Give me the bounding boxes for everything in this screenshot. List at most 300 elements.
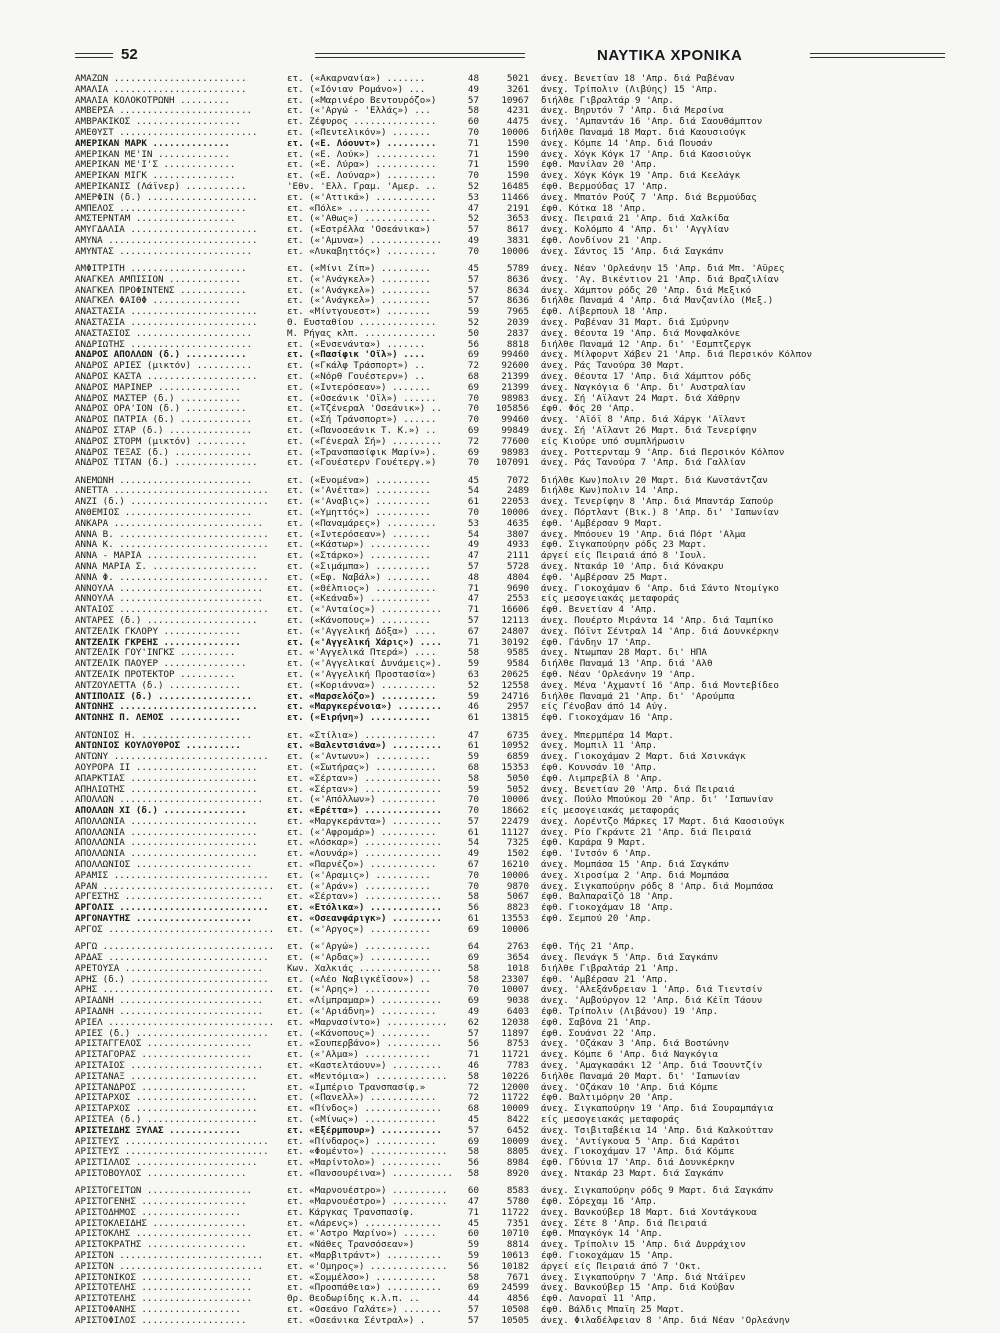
ship-built-year: 53: [467, 518, 479, 529]
ship-owner: ετ. («'Αράν») ............: [287, 881, 431, 892]
ship-built-year: 58: [467, 963, 479, 974]
ship-tonnage: 99460: [501, 415, 529, 426]
ship-movement: έφθ. Λονδίνον 21 'Απρ.: [541, 235, 663, 246]
ship-built-year: 59: [467, 307, 479, 318]
ship-owner: ετ. («Ιντερόσεαν») .......: [287, 529, 431, 540]
ship-owner: ετ. «Οσεανφάριγκ») .........: [287, 914, 442, 925]
ship-owner: ετ. Ζέφυρος ...............: [287, 117, 437, 128]
ship-owner: ετ. «Λάρενς») ..............: [287, 1218, 442, 1229]
ship-row: [75, 519, 955, 530]
ship-owner: ετ. («'Αγγελική Χάρις») ....: [287, 637, 442, 648]
ship-built-year: 47: [467, 730, 479, 741]
ship-tonnage: 10182: [501, 1261, 529, 1272]
ship-owner: ετ. («Οσεάνικ 'Οϊλ») ......: [287, 393, 437, 404]
ship-owner: ετ. «Μαρβιτράντ») ..........: [287, 1250, 442, 1261]
ship-row: [75, 975, 955, 986]
ship-owner: ετ. «Ετόλικα») .............: [287, 903, 442, 914]
ship-owner: ετ. («Θέλπιος») ...........: [287, 583, 437, 594]
ship-built-year: 70: [467, 171, 479, 182]
ship-name: ΑΡΙΣΤΕΙΔΗΣ ΞΥΛΑΣ .............: [75, 1125, 241, 1136]
ship-tonnage: 13815: [501, 713, 529, 724]
ship-row: [75, 340, 955, 351]
ship-tonnage: 4933: [506, 540, 529, 551]
ship-movement: άνεχ. Τσιβιταβέκια 14 'Απρ. διά Καλκούτταν: [541, 1125, 774, 1136]
ship-built-year: 61: [467, 713, 479, 724]
header-rule: [75, 57, 113, 58]
ship-movement: άνεχ. Φιλαδέλφειαν 8 'Απρ. διά Νέαν 'Ορλεάνην: [541, 1315, 790, 1326]
ship-name: ΑΝΤΑΡΕΣ (δ.) ....................: [75, 616, 258, 627]
ship-tonnage: 23307: [501, 974, 529, 985]
ship-tonnage: 2553: [506, 594, 529, 605]
ship-movement: διήλθε Παναμά 13 'Απρ. διά 'Αλθ: [541, 659, 713, 670]
ship-row: [75, 1169, 955, 1180]
ship-owner: ετ. «Μαρνουέστρο») ..........: [287, 1196, 448, 1207]
ship-row: [75, 1104, 955, 1115]
ship-owner: ετ. («'Αρδας») ...........: [287, 952, 431, 963]
ship-name: ΑΡΙΣΤΟΚΡΑΤΗΣ ..................: [75, 1240, 247, 1251]
ship-owner: ετ. «Βαλεντσιάνα») .........: [287, 741, 442, 752]
ship-built-year: 70: [467, 985, 479, 996]
ship-owner: ετ. («Ε. Λούναρ») .........: [287, 171, 437, 182]
ship-tonnage: 5052: [506, 784, 529, 795]
ship-movement: άνεχ. Πενάγκ 5 'Απρ. διά Σαγκάπν: [541, 952, 719, 963]
ship-built-year: 67: [467, 626, 479, 637]
ship-row: [75, 318, 955, 329]
ship-tonnage: 13553: [501, 914, 529, 925]
ship-built-year: 69: [467, 1136, 479, 1147]
ship-group: [75, 1186, 955, 1326]
ship-row: [75, 795, 955, 806]
ship-tonnage: 16606: [501, 605, 529, 616]
ship-row: [75, 638, 955, 649]
ship-built-year: 59: [467, 1250, 479, 1261]
ship-row: [75, 247, 955, 258]
ship-movement: έφθ. 'Αμβέρσαν 21 'Απρ.: [541, 974, 669, 985]
ship-tonnage: 8818: [506, 339, 529, 350]
ship-movement: άνεχ. Μπόουεν 19 'Απρ. διά Πόρτ 'Αλμα: [541, 529, 746, 540]
ship-row: [75, 914, 955, 925]
ship-owner: ετ. («Πανελλ») ............: [287, 1093, 437, 1104]
ship-name: ΑΝΔΡΟΣ ΤΕΞΑΣ (δ.) ..............: [75, 447, 253, 458]
ship-built-year: 71: [467, 637, 479, 648]
ship-row: [75, 329, 955, 340]
ship-movement: άνεχ. Ρίο Γκράντε 21 'Απρ. διά Πειραιά: [541, 827, 752, 838]
ship-tonnage: 22479: [501, 816, 529, 827]
ship-name: ΑΝΕΜΩΝΗ ........................: [75, 475, 253, 486]
ship-name: ΑΡΓΟΝΑΥΤΗΣ .....................: [75, 914, 253, 925]
ship-tonnage: 16485: [501, 181, 529, 192]
ship-name: ΑΝΝΑ Κ. ...........................: [75, 540, 269, 551]
ship-name: ΑΝΤΙΠΟΛΙΣ (δ.) .................: [75, 691, 253, 702]
ship-row: [75, 437, 955, 448]
ship-built-year: 70: [467, 246, 479, 257]
ship-movement: άνεχ. Ναγκόγια 6 'Απρ. δι' Αυστραλίαν: [541, 382, 746, 393]
ship-built-year: 71: [467, 138, 479, 149]
ship-owner: ετ. «Πίνδαρος») ...........: [287, 1136, 437, 1147]
ship-movement: άνεχ. 'Οζάκαν 10 'Απρ. διά Κόμπε: [541, 1082, 719, 1093]
ship-owner: ετ. «Λυκαβηττός») .........: [287, 246, 437, 257]
ship-name: ΑΝΔΡΟΣ ΠΑΤΡΙΑ (δ.) .............: [75, 415, 253, 426]
ship-movement: άνεχ. 'Αγ. Βικέντιον 21 'Απρ. διά Βραζιλίαν: [541, 274, 779, 285]
ship-built-year: 58: [467, 1272, 479, 1283]
ship-owner: ετ. «Πόλε» ...............: [287, 203, 431, 214]
ship-built-year: 49: [467, 235, 479, 246]
ship-owner: ετ. «Λουνάρ») ..............: [287, 849, 442, 860]
ship-tonnage: 4475: [506, 117, 529, 128]
ship-owner: ετ. («Ε. Λούκ») ...........: [287, 149, 437, 160]
ship-tonnage: 1590: [506, 160, 529, 171]
ship-owner: ετ. («Νόρθ Γουέστερν») ..: [287, 372, 426, 383]
ship-movement: έφθ. Κουνσάν 10 'Απρ.: [541, 762, 658, 773]
ship-movement: έφθ. Σαβόνα 21 'Απρ.: [541, 1017, 652, 1028]
ship-built-year: 61: [467, 497, 479, 508]
ship-tonnage: 7325: [506, 838, 529, 849]
ship-row: [75, 1007, 955, 1018]
ship-tonnage: 15353: [501, 762, 529, 773]
ship-movement: άνεχ. 'Αλεξάνδρειαν 1 'Απρ. διά Τιεντσίν: [541, 985, 763, 996]
ship-owner: ετ. «Προσπάθεια») ..........: [287, 1283, 442, 1294]
ship-built-year: 63: [467, 670, 479, 681]
ship-row: [75, 953, 955, 964]
ship-movement: άνεχ. 'Αμβούργον 12 'Απρ. διά Κέϊπ Τάουν: [541, 996, 763, 1007]
ship-built-year: 70: [467, 127, 479, 138]
ship-row: [75, 1061, 955, 1072]
ship-owner: ετ. («'Αττικά») ...........: [287, 192, 437, 203]
ship-tonnage: 18662: [501, 806, 529, 817]
ship-owner: ετ. «Σέρταν») ..............: [287, 784, 442, 795]
ship-tonnage: 12558: [501, 680, 529, 691]
ship-movement: άνεχ. Κόμπε 6 'Απρ. διά Ναγκόγια: [541, 1050, 719, 1061]
ship-name: ΑΝΝΑ - ΜΑΡΙΑ ....................: [75, 551, 258, 562]
ship-name: ΑΜΦΙΤΡΙΤΗ .....................: [75, 264, 247, 275]
ship-tonnage: 16210: [501, 860, 529, 871]
ship-row: [75, 849, 955, 860]
ship-owner: ετ. («'Ανάγκελ») .........: [287, 285, 431, 296]
ship-movement: έφθ. Βερμούδας 17 'Απρ.: [541, 181, 669, 192]
ship-built-year: 57: [467, 616, 479, 627]
ship-row: [75, 150, 955, 161]
ship-tonnage: 9870: [506, 881, 529, 892]
ship-movement: έφθ. Βαλτιμόρην 20 'Απρ.: [541, 1093, 674, 1104]
ship-built-year: 58: [467, 106, 479, 117]
ship-row: [75, 763, 955, 774]
ship-owner: ετ. «Φομέντο») ..............: [287, 1147, 448, 1158]
ship-name: ΑΡΙΣΤΟΓΕΝΗΣ ...................: [75, 1196, 247, 1207]
ship-tonnage: 5050: [506, 773, 529, 784]
ship-name: ΑΡΙΣΤΕΥΣ ..........................: [75, 1136, 269, 1147]
ship-name: ΑΝΑΣΤΑΣΙΑ .......................: [75, 318, 258, 329]
ship-name: ΑΟΥΡΟΡΑ ΙΙ ......................: [75, 762, 258, 773]
ship-name: ΑΡΙΣΤΑΝΑΞ .......................: [75, 1071, 258, 1082]
ship-name: ΑΝΤΖΕΛΙΚ ΓΚΛΟΡΥ ..............: [75, 626, 241, 637]
ship-name: ΑΡΑΝ ...............................: [75, 881, 275, 892]
ship-name: ΑΡΙΣΤΟΔΗΜΟΣ ..................: [75, 1207, 241, 1218]
ship-built-year: 70: [467, 881, 479, 892]
ship-movement: άνεχ. Σάντος 15 'Απρ. διά Σαγκάπν: [541, 246, 724, 257]
ship-tonnage: 10006: [501, 870, 529, 881]
ship-owner: ετ. («Γένεραλ Σή») .........: [287, 436, 442, 447]
ship-name: ΑΝΤΖΕΛΙΚ ΠΡΟΤΕΚΤΟΡ ..........: [75, 670, 236, 681]
ship-row: [75, 1219, 955, 1230]
ship-built-year: 57: [467, 296, 479, 307]
ship-tonnage: 5789: [506, 264, 529, 275]
ship-built-year: 59: [467, 659, 479, 670]
ship-movement: άνεχ. Μομπιλ 11 'Απρ.: [541, 741, 658, 752]
ship-register-list: [75, 74, 955, 1333]
ship-movement: έφθ. Λιμπρεβίλ 8 'Απρ.: [541, 773, 663, 784]
ship-row: [75, 774, 955, 785]
ship-owner: 'Εθν. 'Ελλ. Γραμ. 'Αμερ. ..: [287, 181, 437, 192]
ship-tonnage: 1018: [506, 963, 529, 974]
ship-tonnage: 2763: [506, 942, 529, 953]
ship-built-year: 45: [467, 475, 479, 486]
ship-movement: άνεχ. Ντωμπαν 28 Μαρτ. δι' ΗΠΑ: [541, 648, 707, 659]
ship-tonnage: 11722: [501, 1093, 529, 1104]
ship-name: ΑΝΑΣΤΑΣΙΑ .......................: [75, 307, 258, 318]
ship-owner: ετ. («Ιντερόσεαν») .......: [287, 382, 431, 393]
ship-row: [75, 1316, 955, 1327]
ship-movement: έφθ. Τρίπολιν (Λιβάνου) 19 'Απρ.: [541, 1006, 719, 1017]
ship-row: [75, 372, 955, 383]
ship-tonnage: 4856: [506, 1294, 529, 1305]
header-rule: [810, 53, 945, 54]
ship-built-year: 57: [467, 816, 479, 827]
ship-row: [75, 741, 955, 752]
ship-movement: έφθ. 'Αμβέρσαν 25 Μαρτ.: [541, 572, 669, 583]
ship-row: [75, 1262, 955, 1273]
ship-name: ΑΠΑΡΚΤΙΑΣ .......................: [75, 773, 258, 784]
ship-row: [75, 361, 955, 372]
ship-tonnage: 11721: [501, 1050, 529, 1061]
ship-built-year: 49: [467, 849, 479, 860]
ship-movement: διήλθε Κων)πολιν 20 Μαρτ. διά Κωνστάντζαν: [541, 475, 768, 486]
ship-movement: άνεχ. Χόγκ Κόγκ 17 'Απρ. διά Καοσιούγκ: [541, 149, 752, 160]
ship-movement: άνεχ. Ράς Τανούρα 7 'Απρ. διά Γαλλίαν: [541, 458, 746, 469]
ship-built-year: 59: [467, 784, 479, 795]
ship-movement: άνεχ. 'Αντίγκουα 5 'Απρ. διά Καράτσι: [541, 1136, 741, 1147]
ship-built-year: 58: [467, 648, 479, 659]
ship-tonnage: 10505: [501, 1315, 529, 1326]
ship-name: ΑΝΤΖΕΛΙΚ ΓΟΥ'ΙΝΓΚΣ ..........: [75, 648, 236, 659]
ship-name: ΑΝΑΓΚΕΛ ΦΑΙΘΦ ................: [75, 296, 241, 307]
ship-name: ΑΡΓΩ ...............................: [75, 942, 275, 953]
ship-movement: άνεχ. Σιγκαπούρην 7 'Απρ. διά Ντάϊρεν: [541, 1272, 746, 1283]
ship-name: ΑΜΕΡΙΚΑΝ ΜΕ'ΙΝ .............: [75, 149, 230, 160]
ship-row: [75, 404, 955, 415]
ship-movement: διήλθε Παναμά 20 Μαρτ. δι' 'Ιαπωνίαν: [541, 1071, 741, 1082]
ship-owner: ετ. («Λέο Ναβιγκέϊσον») ..: [287, 974, 431, 985]
header-rule: [315, 57, 525, 58]
header-rule: [315, 53, 525, 54]
ship-name: ΑΡΙΣΤΟΝ ..........................: [75, 1261, 264, 1272]
ship-name: ΑΜΥΝΤΑΣ ........................: [75, 246, 253, 257]
ship-tonnage: 2039: [506, 318, 529, 329]
ship-built-year: 70: [467, 806, 479, 817]
ship-owner: Κων. Χαλκιάς ...............: [287, 963, 442, 974]
ship-built-year: 70: [467, 415, 479, 426]
ship-name: ΑΜΑΛΙΑ ........................: [75, 84, 247, 95]
ship-built-year: 45: [467, 264, 479, 275]
ship-movement: άνεχ. Βανκούβερ 18 Μαρτ. διά Χοντάγκουα: [541, 1207, 757, 1218]
ship-tonnage: 8753: [506, 1039, 529, 1050]
ship-tonnage: 1502: [506, 849, 529, 860]
ship-tonnage: 9584: [506, 659, 529, 670]
ship-owner: ετ. («Ιόνιαν Ρομάνο») ...: [287, 84, 426, 95]
ship-name: ΑΝΔΡΟΣ ΚΑΣΤΑ ....................: [75, 372, 258, 383]
ship-built-year: 52: [467, 181, 479, 192]
ship-built-year: 49: [467, 84, 479, 95]
ship-owner: Μ. Ρήγας κλπ. .............: [287, 328, 437, 339]
ship-owner: ετ. («Γουέστερν Γουέτεργ.»): [287, 458, 437, 469]
ship-tonnage: 2489: [506, 486, 529, 497]
ship-owner: ετ. («Πανοσεάνικ Τ. Κ.») ..: [287, 426, 437, 436]
ship-tonnage: 8583: [506, 1186, 529, 1197]
ship-tonnage: 77600: [501, 436, 529, 447]
ship-tonnage: 8422: [506, 1114, 529, 1125]
ship-owner: ετ. («Ενσενάντα») .......: [287, 339, 426, 350]
ship-owner: ετ. («'Αραμις») ..........: [287, 870, 431, 881]
ship-built-year: 58: [467, 974, 479, 985]
ship-built-year: 72: [467, 1093, 479, 1104]
ship-row: [75, 458, 955, 469]
ship-tonnage: 12000: [501, 1082, 529, 1093]
ship-row: [75, 903, 955, 914]
ship-tonnage: 1590: [506, 149, 529, 160]
ship-row: [75, 275, 955, 286]
ship-name: ΑΡΙΣΤΟΚΛΗΣ .....................: [75, 1229, 253, 1240]
journal-title: ΝΑΥΤΙΚΑ ΧΡΟΝΙΚΑ: [597, 47, 743, 64]
ship-row: [75, 713, 955, 724]
ship-row: [75, 871, 955, 882]
ship-built-year: 71: [467, 149, 479, 160]
ship-movement: άνεχ. Μπατόν Ρούζ 7 'Απρ. διά Βερμούδας: [541, 192, 757, 203]
ship-movement: έφθ. Σόρεχαμ 16 'Απρ.: [541, 1196, 658, 1207]
ship-tonnage: 6403: [506, 1006, 529, 1017]
ship-name: ΑΝΤΩΝΥ ............................: [75, 752, 269, 763]
ship-owner: ετ. «Πανσουρέινα») ...........: [287, 1168, 453, 1179]
ship-owner: ετ. («Ακαρνανία») .......: [287, 74, 426, 84]
ship-built-year: 72: [467, 361, 479, 372]
ship-tonnage: 12113: [501, 616, 529, 627]
ship-tonnage: 21399: [501, 372, 529, 383]
ship-built-year: 49: [467, 1006, 479, 1017]
ship-built-year: 52: [467, 318, 479, 329]
ship-built-year: 56: [467, 1039, 479, 1050]
ship-movement: άνεχ. Ντακάρ 10 'Απρ. διά Κόνακρυ: [541, 562, 724, 573]
ship-owner: ετ. («Κάστωρ») ...........: [287, 540, 431, 551]
ship-name: ΑΡΙΣΤΙΛΛΟΣ ......................: [75, 1158, 258, 1169]
ship-movement: άνεχ. Σή 'Αϊλαντ 26 Μαρτ. διά Τενερίφην: [541, 426, 757, 436]
ship-name: ΑΜΒΕΡΣΑ ........................: [75, 106, 253, 117]
ship-owner: ετ. («Μίνι Ζίπ») .........: [287, 264, 431, 275]
ship-built-year: 70: [467, 508, 479, 519]
ship-name: ΑΡΗΣ (δ.) .........................: [75, 974, 269, 985]
ship-name: ΑΡΙΑΔΝΗ ..........................: [75, 1006, 264, 1017]
ship-movement: έφθ. Γιοκοχάμαν 18 'Απρ.: [541, 903, 674, 914]
ship-row: [75, 171, 955, 182]
ship-row: [75, 296, 955, 307]
ship-built-year: 57: [467, 1028, 479, 1039]
ship-tonnage: 8634: [506, 285, 529, 296]
ship-movement: άνεχ. Βενετίαν 20 'Απρ. διά Πειραιά: [541, 784, 735, 795]
ship-name: ΑΝΕΤΤΑ ............................: [75, 486, 269, 497]
ship-owner: ετ. («'Αγγελική Προστασία»): [287, 670, 437, 681]
ship-built-year: 72: [467, 1082, 479, 1093]
ship-movement: είς μεσογειακάς μεταφοράς: [541, 1114, 680, 1125]
ship-row: [75, 882, 955, 893]
ship-name: ΑΝΝΑ ΜΑΡΙΑ Σ. ...................: [75, 562, 258, 573]
ship-row: [75, 394, 955, 405]
ship-tonnage: 8636: [506, 296, 529, 307]
ship-owner: ετ. («'Αργώ - 'Ελλάς») ...: [287, 106, 431, 117]
ship-built-year: 69: [467, 350, 479, 361]
ship-built-year: 48: [467, 572, 479, 583]
ship-row: [75, 1050, 955, 1061]
ship-built-year: 49: [467, 540, 479, 551]
ship-name: ΑΝΝΑ Β. ...........................: [75, 529, 269, 540]
ship-movement: διήλθε Γιβραλτάρ 9 'Απρ.: [541, 95, 674, 106]
ship-tonnage: 22053: [501, 497, 529, 508]
ship-built-year: 70: [467, 458, 479, 469]
ship-built-year: 57: [467, 225, 479, 236]
ship-name: ΑΡΙΣΤΟΤΕΛΗΣ ....................: [75, 1294, 253, 1305]
ship-owner: ετ. («Κάνοπους») .........: [287, 1028, 431, 1039]
ship-row: [75, 497, 955, 508]
ship-name: ΑΜΑΖΩΝ ........................: [75, 74, 247, 84]
ship-row: [75, 985, 955, 996]
ship-name: ΑΜΒΡΑΚΙΚΟΣ ...................: [75, 117, 241, 128]
ship-tonnage: 9690: [506, 583, 529, 594]
ship-group: [75, 264, 955, 469]
ship-row: [75, 350, 955, 361]
ship-owner: ετ. «Μεντόμια») .............: [287, 1071, 448, 1082]
ship-built-year: 72: [467, 436, 479, 447]
ship-built-year: 58: [467, 892, 479, 903]
ship-owner: ετ. («'Αθως») .............: [287, 214, 437, 225]
ship-name: ΑΝΘΕΜΙΟΣ .......................: [75, 508, 253, 519]
ship-name: ΑΠΟΛΛΩΝΙΑ .......................: [75, 827, 258, 838]
ship-movement: έφθ. Γάνδην 17 'Απρ.: [541, 637, 652, 648]
ship-owner: ετ. («Εφ. Ναβάλ») ........: [287, 572, 431, 583]
ship-built-year: 69: [467, 1283, 479, 1294]
ship-tonnage: 5021: [506, 74, 529, 84]
ship-owner: ετ. («Ενομένα») ..........: [287, 475, 431, 486]
ship-built-year: 46: [467, 1060, 479, 1071]
ship-owner: ετ. «Μίντγουεστ») ........: [287, 307, 431, 318]
ship-group: [75, 942, 955, 1180]
ship-row: [75, 817, 955, 828]
ship-movement: άνεχ. Κόμπε 14 'Απρ. διά Πουσάν: [541, 138, 713, 149]
ship-name: ΑΡΙΕΛ ..............................: [75, 1017, 275, 1028]
ship-movement: έφθ. Νέαν 'Ορλεάνην 19 'Απρ.: [541, 670, 696, 681]
ship-movement: άνεχ. Τρίπολιν (Λιβύης) 15 'Απρ.: [541, 84, 719, 95]
ship-name: ΑΜΑΛΙΑ ΚΟΛΟΚΟΤΡΩΝΗ .........: [75, 95, 230, 106]
ship-row: [75, 838, 955, 849]
ship-built-year: 47: [467, 594, 479, 605]
ship-tonnage: 10710: [501, 1229, 529, 1240]
ship-owner: ετ. «Μαργκεράντα») .........: [287, 816, 442, 827]
ship-row: [75, 1229, 955, 1240]
ship-built-year: 71: [467, 160, 479, 171]
ship-name: ΑΜΥΓΔΑΛΙΑ .......................: [75, 225, 258, 236]
ship-movement: άνεχ. Χάμπτον ρόδς 20 'Απρ. διά Μεξικό: [541, 285, 752, 296]
ship-owner: ετ. («'Αντωνυ») ..........: [287, 752, 431, 763]
ship-movement: άνεχ. Γιοκοχάμαν 17 'Απρ. διά Κόμπε: [541, 1147, 735, 1158]
ship-movement: άνεχ. Γιοκοχάμαν 6 'Απρ. διά Σάντο Ντομίγκο: [541, 583, 779, 594]
ship-movement: άργεί είς Πειραιά άπό 8 'Ιουλ.: [541, 551, 707, 562]
ship-built-year: 52: [467, 680, 479, 691]
ship-owner: ετ. «Ιμπέριο Τρανσπασίφ.»: [287, 1082, 426, 1093]
